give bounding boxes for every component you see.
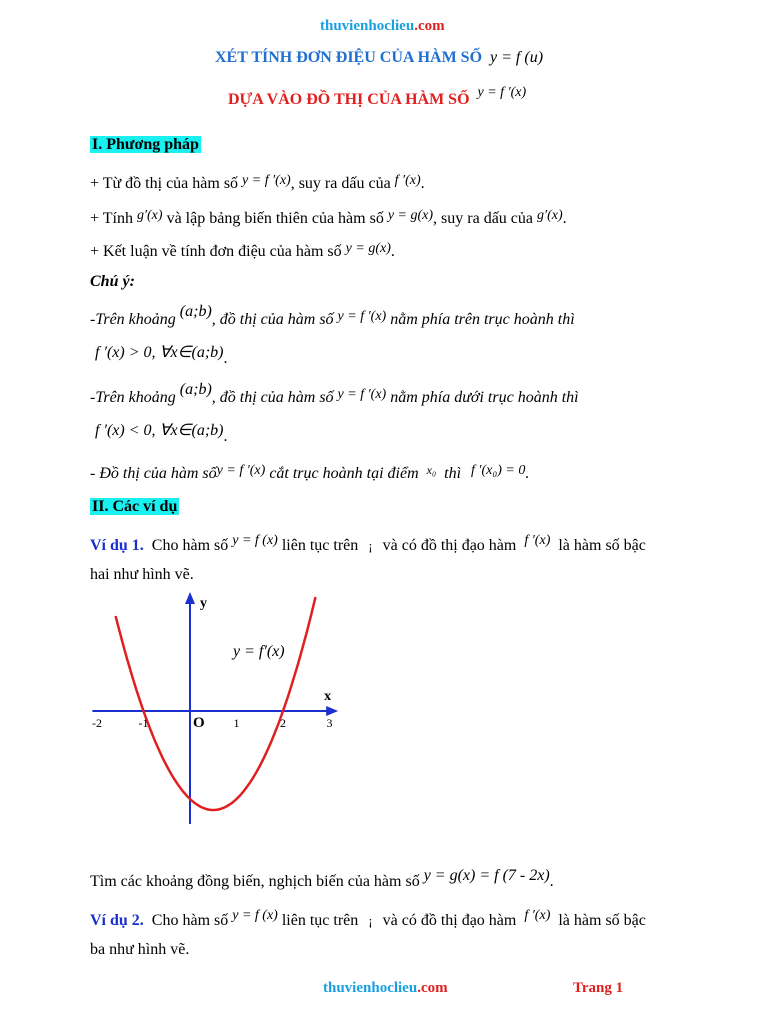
method-bullet-2: + Tính g′(x) và lập bảng biến thiên của hàm số y = g(x), suy ra dấu của g′(x).	[90, 208, 567, 227]
example-1-line-1: Ví dụ 1. Cho hàm số y = f (x) liên tục trên ¡ và có đồ thị đạo hàm f ′(x) là hàm số bậc	[90, 533, 646, 554]
method-bullet-3: + Kết luận về tính đơn điệu của hàm số y = g(x).	[90, 241, 395, 260]
footer-brand[interactable]	[323, 980, 448, 997]
x-tick-label: 2	[280, 716, 286, 730]
header-brand-domain: .com	[414, 18, 445, 34]
footer-brand-name: thuvienhoclieu	[323, 980, 418, 996]
curve-label: y = f′(x)	[233, 643, 285, 660]
header-brand-name: thuvienhoclieu	[320, 18, 415, 34]
y-axis-label: y	[200, 596, 207, 611]
page-number: Trang 1	[573, 980, 624, 996]
x-axis-arrow	[326, 706, 338, 716]
note-heading: Chú ý:	[90, 273, 135, 290]
x-axis-label: x	[324, 689, 332, 704]
note-2: -Trên khoảng (a;b), đồ thị của hàm số y = f ′(x) nằm phía dưới trục hoành thì	[90, 381, 579, 406]
x-tick-label: -2	[92, 716, 102, 730]
example-1-label: Ví dụ 1.	[90, 537, 144, 554]
derivative-curve	[116, 597, 316, 810]
note-1-condition: f ′(x) > 0, ∀x∈(a;b).	[95, 344, 228, 367]
example-2-line-1: Ví dụ 2. Cho hàm số y = f (x) liên tục trên ¡ và có đồ thị đạo hàm f ′(x) là hàm số bậc	[90, 908, 646, 929]
method-bullet-1: + Từ đồ thị của hàm số y = f ′(x), suy ra dấu của f ′(x).	[90, 173, 425, 192]
header-brand[interactable]	[320, 18, 445, 35]
x-tick-label: 1	[233, 716, 240, 730]
x-tick-label: -1	[138, 716, 149, 730]
note-2-condition: f ′(x) < 0, ∀x∈(a;b).	[95, 422, 228, 445]
example-1-question: Tìm các khoảng đồng biến, nghịch biến của hàm số y = g(x) = f (7 - 2x).	[90, 867, 554, 890]
section-1-heading: I. Phương pháp	[92, 136, 199, 153]
title-line-2-text: DỰA VÀO ĐỒ THỊ CỦA HÀM SỐ	[228, 91, 470, 108]
title-line-1	[215, 49, 543, 67]
title-line-2	[228, 85, 527, 109]
example-1-line-2: hai như hình vẽ.	[90, 566, 194, 583]
title-line-1-math: y = f (u)	[490, 49, 544, 66]
y-axis-arrow	[185, 592, 195, 604]
example-2-line-2: ba như hình vẽ.	[90, 941, 190, 958]
derivative-graph	[80, 588, 350, 828]
x-tick-label: 3	[326, 716, 333, 730]
example-2-label: Ví dụ 2.	[90, 912, 144, 929]
title-line-2-math: y = f ′(x)	[477, 85, 527, 100]
origin-label: O	[193, 715, 205, 731]
note-1: -Trên khoảng (a;b), đồ thị của hàm số y = f ′(x) nằm phía trên trục hoành thì	[90, 303, 575, 328]
note-3: - Đồ thị của hàm sốy = f ′(x) cắt trục hoành tại điểm $^{x_0}$ thì f ′(x₀) = 0.	[90, 463, 530, 482]
title-line-1-text: XÉT TÍNH ĐƠN ĐIỆU CỦA HÀM SỐ	[215, 49, 483, 66]
section-2-heading: II. Các ví dụ	[92, 498, 178, 515]
footer-brand-domain: .com	[417, 980, 448, 996]
